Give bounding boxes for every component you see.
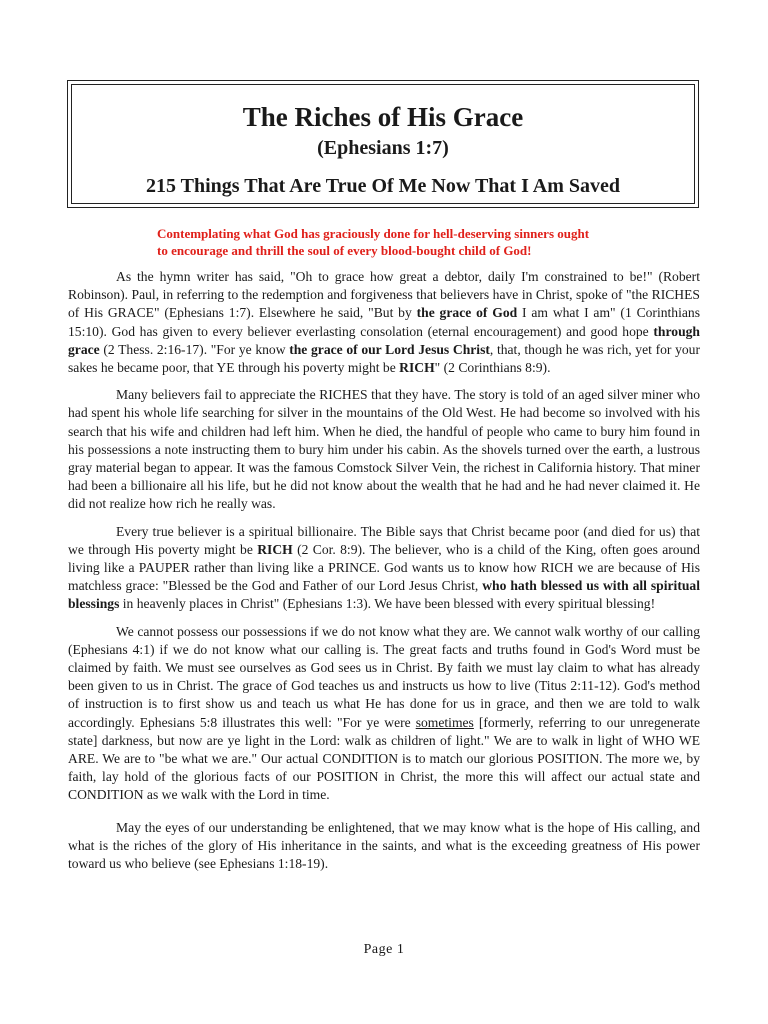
scripture-reference: (Ephesians 1:7) [317, 137, 449, 159]
bold-run: through grace [68, 323, 700, 357]
bold-run: who hath blessed us with all spiritual blessings [68, 578, 700, 612]
paragraph-4 [68, 623, 700, 805]
underlined-run: sometimes [415, 714, 474, 730]
page-number: Page 1 [363, 942, 405, 957]
paragraph-1 [68, 268, 700, 377]
text-run: , that, though he was rich, yet for your sakes he became poor, that YE through his poverty might be [68, 341, 700, 376]
body-text [68, 268, 700, 882]
intro-callout [157, 225, 637, 259]
paragraph-5: May the eyes of our understanding be enlightened, that we may know what is the hope of His calling, and what is the riches of the glory of His inheritance in the saints, and what is the exceeding greatness of His power toward us who believe (see Ephesians 1:18-19). [68, 819, 700, 872]
text-run: (2 Thess. 2:16-17). "For ye know [99, 341, 290, 357]
page-title: The Riches of His Grace [242, 102, 524, 132]
text-run: in heavenly places in Christ" (Ephesians 1:3). We have been blessed with every spiritual blessing! [119, 596, 656, 612]
text-run: " (2 Corinthians 8:9). [434, 360, 551, 376]
intro-line: to encourage and thrill the soul of every blood-bought child of God! [157, 243, 532, 258]
text-run: (2 Cor. 8:9). The believer, who is a child of the King, often goes around living like a PAUPER rather than living like a PRINCE. God wants us to know how RICH we are because of His matchless grace: "Blessed be the God and Father of our Lord Jesus Christ, [68, 541, 700, 594]
paragraph-2: Many believers fail to appreciate the RICHES that they have. The story is told of an aged silver miner who had spent his whole life searching for silver in the mountains of the Old West. He had become so involved with his search that his wife and children had left him. When he died, the handful of people who came to bury him found in his possessions a note instructing them to bury him under his cabin. As the shovels turned over the earth, a lustrous gray material began to appear. It was the famous Comstock Silver Vein, the richest in California history. That miner had been a billionaire all his life, but he did not know about the wealth that he had and he had never claimed it. He did not realize how rich he really was. [68, 387, 700, 512]
text-run: I am what I am" (1 Corinthians 15:10). God has given to every believer everlasting consolation (eternal encouragement) and good hope [68, 305, 701, 339]
text-run: [formerly, referring to our unregenerate state] darkness, but now are ye light in the Lord: walk as children of light." We are to walk in light of WHO WE ARE. We are to "be what we are." Our actual CONDITION is to match our glorious POSITION. The more we, by faith, lay hold of the glorious facts of our POSITION in Christ, the more this will affect our actual state and CONDITION as we walk with the Lord in time. [68, 714, 700, 803]
headline: 215 Things That Are True Of Me Now That I Am Saved [146, 175, 620, 197]
title-box [67, 80, 699, 208]
bold-run: RICH [399, 360, 435, 376]
bold-run: RICH [257, 541, 293, 557]
bold-run: the grace of our Lord Jesus Christ [289, 341, 490, 357]
intro-line: Contemplating what God has graciously done for hell-deserving sinners ought [157, 226, 590, 241]
text-run: As the hymn writer has said, "Oh to grace how great a debtor, daily I'm constrained to be!" (Robert Robinson). Paul, in referring to the redemption and forgiveness that believers have in Christ, spoke of "the RICHES of His GRACE" (Ephesians 1:7). Elsewhere he said, "But by [68, 269, 700, 321]
bold-run: the grace of God [416, 305, 518, 321]
paragraph-3 [68, 523, 700, 614]
title-box-inner [71, 84, 695, 204]
text-run: Every true believer is a spiritual billionaire. The Bible says that Christ became poor (and died for us) that we through His poverty might be [68, 523, 700, 557]
text-run: We cannot possess our possessions if we do not know what they are. We cannot walk worthy of our calling (Ephesians 4:1) if we do not know what our calling is. The great facts and truths found in God's Word must be claimed by faith. We must see ourselves as God sees us in Christ. By faith we must lay claim to what has already been given to us in Christ. The grace of God teaches us and instructs us how to live (Titus 2:11-12). God's method of instruction is to first show us and teach us what He has done for us in grace, and then we are told to walk accordingly. Ephesians 5:8 illustrates this well: "For ye were [68, 623, 700, 730]
